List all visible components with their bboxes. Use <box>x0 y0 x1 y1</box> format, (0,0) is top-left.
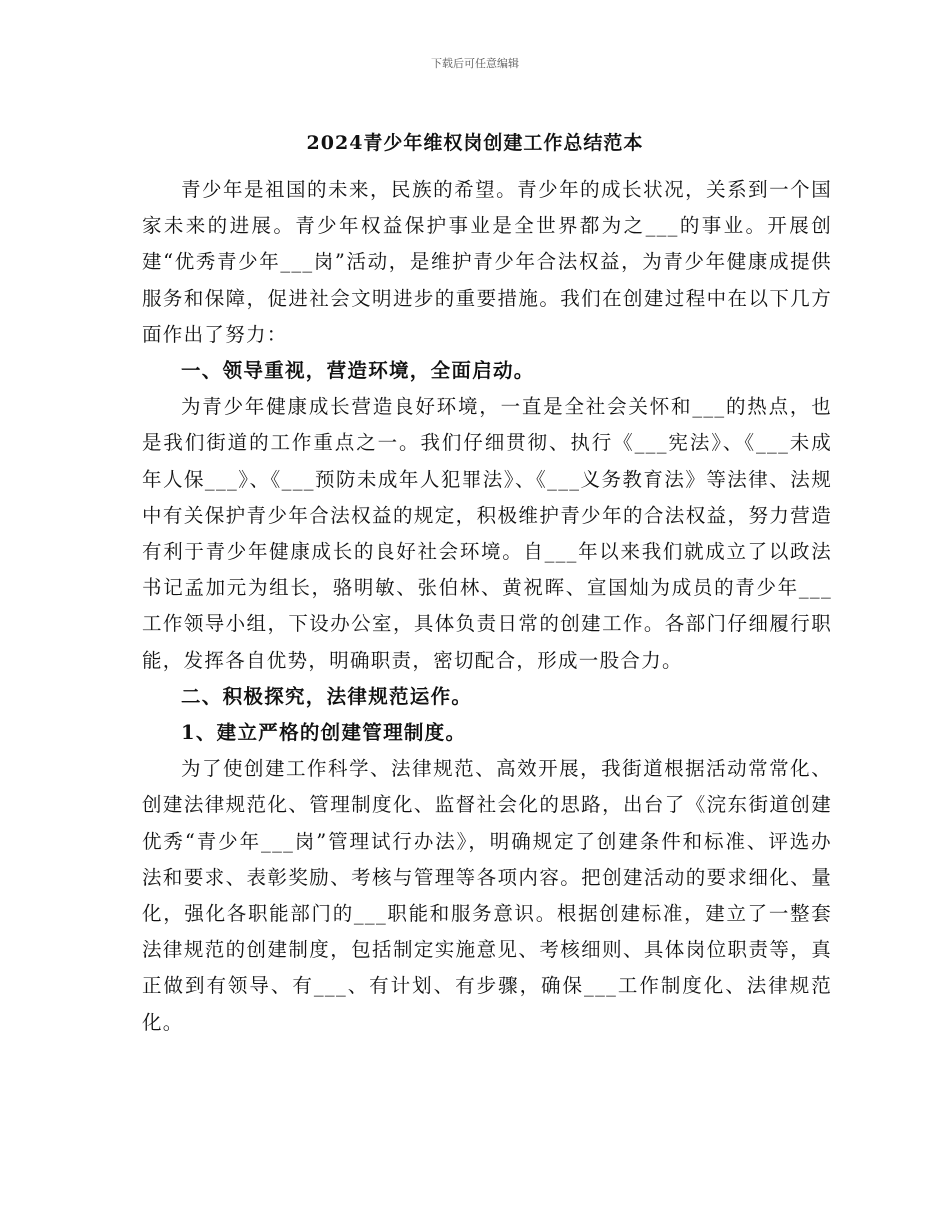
document-body <box>142 172 832 1041</box>
section-heading-2: 二、积极探究，法律规范运作。 <box>181 684 473 708</box>
section-heading-1: 一、领导重视，营造环境，全面启动。 <box>181 359 535 383</box>
intro-paragraph: 青少年是祖国的未来，民族的希望。青少年的成长状况，关系到一个国家未来的进展。青少年权益保护事业是全世界都为之___的事业。开展创建“优秀青少年___岗”活动，是维护青少年合法权益，为青少年健康成提供服务和保障，促进社会文明进步的重要措施。我们在创建过程中在以下几方面作出了努力： <box>142 178 832 346</box>
section-1-paragraph: 为青少年健康成长营造良好环境，一直是全社会关怀和___的热点，也是我们街道的工作重点之一。我们仔细贯彻、执行《___宪法》、《___未成年人保___》、《___预防未成年人犯罪法》、《___义务教育法》等法律、法规中有关保护青少年合法权益的规定，积极维护青少年的合法权益，努力营造有利于青少年健康成长的良好社会环境。自___年以来我们就成立了以政法书记孟加元为组长，骆明敏、张伯林、黄祝晖、宣国灿为成员的青少年___工作领导小组，下设办公室，具体负责日常的创建工作。各部门仔细履行职能，发挥各自优势，明确职责，密切配合，形成一股合力。 <box>142 395 832 672</box>
subsection-heading-2-1: 1、建立严格的创建管理制度。 <box>181 721 467 745</box>
subsection-2-1-paragraph: 为了使创建工作科学、法律规范、高效开展，我街道根据活动常常化、创建法律规范化、管理制度化、监督社会化的思路，出台了《浣东街道创建优秀“青少年___岗”管理试行办法》，明确规定了创建条件和标准、评选办法和要求、表彰奖励、考核与管理等各项内容。把创建活动的要求细化、量化，强化各职能部门的___职能和服务意识。根据创建标准，建立了一整套法律规范的创建制度，包括制定实施意见、考核细则、具体岗位职责等，真正做到有领导、有___、有计划、有步骤，确保___工作制度化、法律规范化。 <box>142 757 832 1034</box>
document-title: 2024青少年维权岗创建工作总结范本 <box>306 132 644 154</box>
header-note: 下载后可任意编辑 <box>431 57 519 70</box>
